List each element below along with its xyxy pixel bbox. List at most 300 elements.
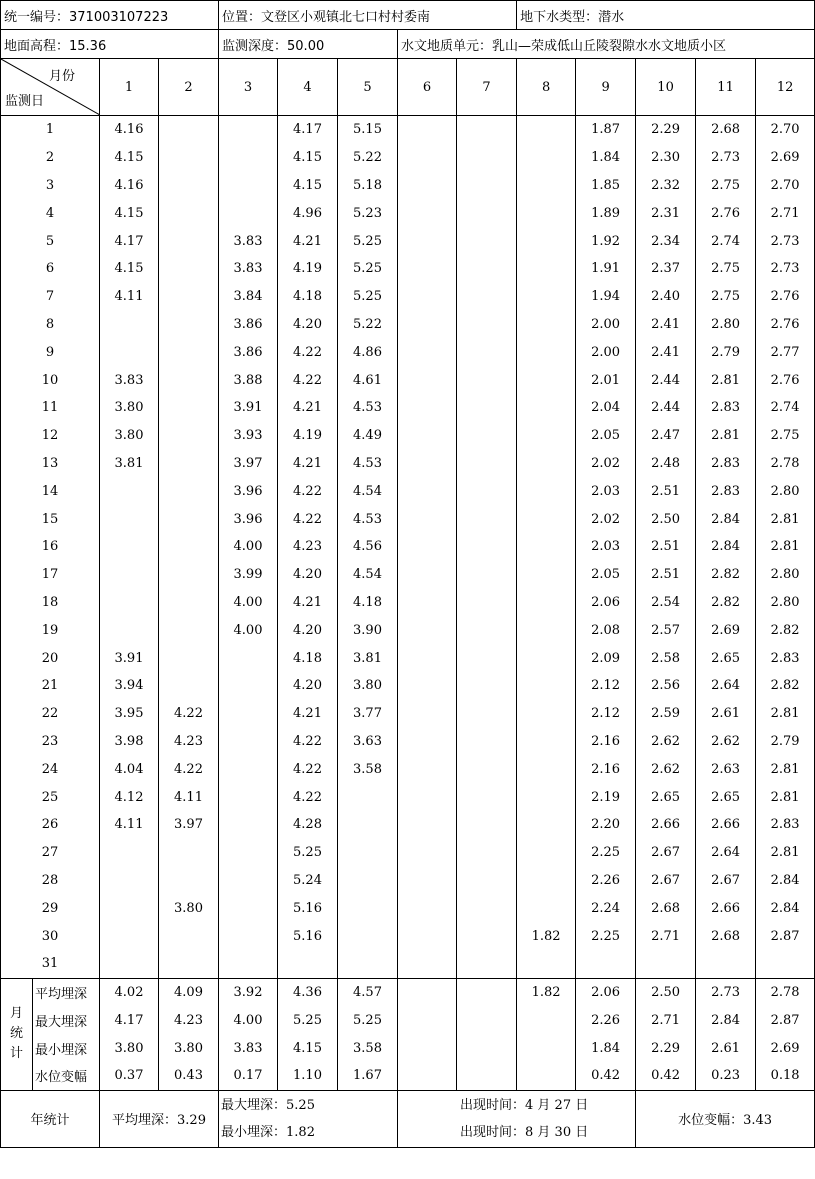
depth-cell — [159, 255, 219, 283]
depth-cell — [398, 644, 457, 672]
depth-cell: 2.76 — [756, 366, 815, 394]
depth-cell — [457, 338, 517, 366]
depth-cell: 5.24 — [278, 867, 338, 895]
table-row — [1, 533, 815, 561]
day-number: 4 — [1, 199, 100, 227]
depth-cell: 2.81 — [756, 505, 815, 533]
depth-cell — [338, 783, 398, 811]
depth-cell: 4.16 — [100, 172, 159, 200]
day-number: 19 — [1, 616, 100, 644]
monthly-stat-cell: 2.71 — [636, 1007, 696, 1035]
depth-cell: 2.76 — [696, 199, 756, 227]
depth-cell: 1.91 — [576, 255, 636, 283]
depth-cell: 1.84 — [576, 144, 636, 172]
depth-cell: 4.22 — [159, 755, 219, 783]
day-label: 监测日 — [5, 94, 45, 109]
depth-cell — [398, 394, 457, 422]
month-header-1: 1 — [100, 59, 159, 116]
depth-cell: 4.15 — [100, 255, 159, 283]
depth-cell: 4.22 — [278, 783, 338, 811]
depth-cell: 2.67 — [696, 867, 756, 895]
depth-cell: 2.80 — [756, 589, 815, 617]
depth-cell: 3.91 — [100, 644, 159, 672]
depth-cell: 2.41 — [636, 311, 696, 339]
depth-cell — [517, 728, 576, 756]
table-row — [1, 255, 815, 283]
depth-cell: 2.83 — [696, 394, 756, 422]
depth-cell — [517, 755, 576, 783]
depth-cell: 4.20 — [278, 561, 338, 589]
monthly-stat-cell — [457, 978, 517, 1006]
depth-cell: 4.53 — [338, 394, 398, 422]
depth-cell: 2.32 — [636, 172, 696, 200]
monthly-stat-cell: 4.15 — [278, 1034, 338, 1062]
depth-cell — [159, 922, 219, 950]
depth-cell: 5.22 — [338, 144, 398, 172]
depth-cell — [457, 561, 517, 589]
depth-cell: 4.61 — [338, 366, 398, 394]
depth-cell — [457, 811, 517, 839]
depth-cell: 2.51 — [636, 477, 696, 505]
depth-cell: 2.66 — [696, 894, 756, 922]
monthly-stat-cell — [517, 1034, 576, 1062]
depth-cell: 2.70 — [756, 116, 815, 144]
depth-cell: 4.15 — [100, 199, 159, 227]
depth-cell — [517, 811, 576, 839]
depth-cell — [159, 839, 219, 867]
day-number: 10 — [1, 366, 100, 394]
depth-cell — [278, 950, 338, 978]
depth-cell: 4.23 — [278, 533, 338, 561]
yearly-avg-depth: 平均埋深：3.29 — [100, 1090, 219, 1147]
depth-cell: 3.95 — [100, 700, 159, 728]
depth-cell — [398, 450, 457, 478]
depth-cell — [159, 394, 219, 422]
monthly-stat-cell: 4.09 — [159, 978, 219, 1006]
monthly-stat-cell: 5.25 — [278, 1007, 338, 1035]
depth-cell — [159, 338, 219, 366]
depth-cell — [517, 589, 576, 617]
day-number: 20 — [1, 644, 100, 672]
month-header-9: 9 — [576, 59, 636, 116]
table-row — [1, 783, 815, 811]
depth-cell: 2.83 — [756, 811, 815, 839]
depth-cell — [100, 839, 159, 867]
depth-cell: 3.90 — [338, 616, 398, 644]
depth-cell: 2.61 — [696, 700, 756, 728]
depth-cell — [398, 811, 457, 839]
depth-cell: 5.18 — [338, 172, 398, 200]
depth-cell — [159, 172, 219, 200]
depth-cell: 2.02 — [576, 450, 636, 478]
depth-cell: 2.40 — [636, 283, 696, 311]
depth-cell — [457, 894, 517, 922]
depth-cell — [219, 755, 278, 783]
depth-cell — [457, 922, 517, 950]
depth-cell: 2.83 — [696, 450, 756, 478]
depth-cell — [219, 644, 278, 672]
depth-cell: 3.63 — [338, 728, 398, 756]
depth-cell — [517, 366, 576, 394]
depth-cell — [517, 561, 576, 589]
depth-cell: 2.24 — [576, 894, 636, 922]
depth-cell: 2.68 — [636, 894, 696, 922]
depth-cell: 2.67 — [636, 839, 696, 867]
day-number: 1 — [1, 116, 100, 144]
yearly-max-min-depth — [219, 1090, 398, 1147]
depth-cell — [159, 311, 219, 339]
depth-cell: 4.11 — [100, 283, 159, 311]
depth-cell: 2.00 — [576, 311, 636, 339]
depth-cell: 3.93 — [219, 422, 278, 450]
table-row — [1, 283, 815, 311]
depth-cell: 2.81 — [756, 839, 815, 867]
table-row — [1, 311, 815, 339]
depth-cell: 5.25 — [338, 283, 398, 311]
depth-cell — [457, 533, 517, 561]
monthly-stat-cell — [457, 1034, 517, 1062]
depth-cell: 2.19 — [576, 783, 636, 811]
hydro-unit: 水文地质单元：乳山—荣成低山丘陵裂隙水水文地质小区 — [398, 30, 815, 59]
table-row — [1, 589, 815, 617]
depth-cell — [517, 422, 576, 450]
depth-cell — [398, 311, 457, 339]
day-number: 29 — [1, 894, 100, 922]
depth-cell — [398, 728, 457, 756]
depth-cell — [576, 950, 636, 978]
monthly-stat-cell: 4.23 — [159, 1007, 219, 1035]
depth-cell: 4.12 — [100, 783, 159, 811]
yearly-label: 年统计 — [1, 1090, 100, 1147]
day-number: 3 — [1, 172, 100, 200]
depth-cell — [219, 950, 278, 978]
depth-cell: 4.54 — [338, 477, 398, 505]
depth-cell: 4.22 — [278, 755, 338, 783]
depth-cell: 2.73 — [756, 227, 815, 255]
depth-cell: 4.18 — [338, 589, 398, 617]
depth-cell — [219, 700, 278, 728]
monthly-stat-cell: 0.42 — [636, 1062, 696, 1090]
depth-cell: 2.84 — [696, 505, 756, 533]
table-row — [1, 199, 815, 227]
depth-cell — [517, 450, 576, 478]
monthly-stat-cell: 0.18 — [756, 1062, 815, 1090]
depth-cell: 2.48 — [636, 450, 696, 478]
table-row — [1, 144, 815, 172]
table-row — [1, 561, 815, 589]
depth-cell: 2.16 — [576, 755, 636, 783]
table-row — [1, 394, 815, 422]
depth-cell: 2.75 — [696, 283, 756, 311]
depth-cell: 3.96 — [219, 477, 278, 505]
depth-cell: 2.79 — [696, 338, 756, 366]
depth-cell — [398, 867, 457, 895]
depth-cell — [159, 505, 219, 533]
depth-cell — [219, 894, 278, 922]
depth-cell: 1.92 — [576, 227, 636, 255]
depth-cell — [159, 477, 219, 505]
monthly-stat-row — [1, 1034, 815, 1062]
monthly-stat-cell: 0.23 — [696, 1062, 756, 1090]
depth-cell — [517, 199, 576, 227]
depth-cell — [398, 172, 457, 200]
depth-cell — [457, 283, 517, 311]
depth-cell — [517, 394, 576, 422]
depth-cell: 2.09 — [576, 644, 636, 672]
depth-cell — [398, 144, 457, 172]
depth-cell — [159, 561, 219, 589]
depth-cell: 3.80 — [100, 422, 159, 450]
depth-cell: 2.63 — [696, 755, 756, 783]
depth-cell: 4.00 — [219, 616, 278, 644]
depth-cell — [398, 505, 457, 533]
depth-cell: 4.17 — [278, 116, 338, 144]
monthly-stat-cell: 3.92 — [219, 978, 278, 1006]
depth-cell: 2.25 — [576, 839, 636, 867]
depth-cell: 2.16 — [576, 728, 636, 756]
depth-cell: 4.56 — [338, 533, 398, 561]
month-header-7: 7 — [457, 59, 517, 116]
depth-cell — [219, 783, 278, 811]
depth-cell: 2.01 — [576, 366, 636, 394]
depth-cell — [398, 366, 457, 394]
depth-cell: 5.25 — [338, 255, 398, 283]
depth-cell: 2.80 — [756, 477, 815, 505]
depth-cell: 2.83 — [696, 477, 756, 505]
depth-cell: 2.50 — [636, 505, 696, 533]
month-header-row — [1, 59, 815, 116]
depth-cell: 2.84 — [696, 533, 756, 561]
depth-cell: 5.15 — [338, 116, 398, 144]
monthly-stat-cell — [517, 1007, 576, 1035]
monthly-stat-cell — [457, 1007, 517, 1035]
depth-cell: 2.54 — [636, 589, 696, 617]
depth-cell: 4.86 — [338, 338, 398, 366]
location: 位置：文登区小观镇北七口村村委南 — [219, 1, 517, 30]
monthly-stat-row — [1, 1007, 815, 1035]
depth-cell: 2.65 — [636, 783, 696, 811]
depth-cell — [398, 422, 457, 450]
day-number: 15 — [1, 505, 100, 533]
depth-cell: 4.11 — [100, 811, 159, 839]
depth-cell: 4.21 — [278, 394, 338, 422]
depth-cell: 2.80 — [696, 311, 756, 339]
depth-cell — [457, 505, 517, 533]
depth-cell — [159, 227, 219, 255]
depth-cell — [517, 894, 576, 922]
depth-cell: 2.57 — [636, 616, 696, 644]
depth-cell: 2.03 — [576, 477, 636, 505]
depth-cell: 4.49 — [338, 422, 398, 450]
depth-cell: 2.81 — [756, 700, 815, 728]
month-header-6: 6 — [398, 59, 457, 116]
depth-cell: 4.17 — [100, 227, 159, 255]
depth-cell — [517, 672, 576, 700]
depth-cell — [338, 811, 398, 839]
depth-cell: 2.44 — [636, 394, 696, 422]
depth-cell — [219, 116, 278, 144]
depth-cell — [457, 755, 517, 783]
depth-cell: 2.20 — [576, 811, 636, 839]
month-header-11: 11 — [696, 59, 756, 116]
depth-cell: 2.81 — [696, 366, 756, 394]
depth-cell — [457, 477, 517, 505]
depth-cell: 3.83 — [100, 366, 159, 394]
day-number: 28 — [1, 867, 100, 895]
depth-cell — [398, 672, 457, 700]
min-time: 出现时间：8 月 30 日 — [460, 1124, 589, 1140]
monthly-stat-label: 平均埋深 — [33, 978, 100, 1006]
depth-cell: 4.19 — [278, 422, 338, 450]
depth-cell — [398, 227, 457, 255]
table-row — [1, 700, 815, 728]
depth-cell: 4.23 — [159, 728, 219, 756]
table-row — [1, 477, 815, 505]
depth-cell — [219, 922, 278, 950]
depth-cell — [517, 505, 576, 533]
depth-cell: 4.28 — [278, 811, 338, 839]
depth-cell — [338, 950, 398, 978]
depth-cell: 2.64 — [696, 839, 756, 867]
depth-cell: 3.97 — [159, 811, 219, 839]
depth-cell — [517, 700, 576, 728]
depth-cell: 2.62 — [636, 755, 696, 783]
depth-cell: 4.21 — [278, 589, 338, 617]
table-row — [1, 644, 815, 672]
day-number: 6 — [1, 255, 100, 283]
depth-cell: 5.16 — [278, 922, 338, 950]
depth-cell: 2.44 — [636, 366, 696, 394]
monitor-depth: 监测深度：50.00 — [219, 30, 398, 59]
depth-cell — [517, 783, 576, 811]
depth-cell: 1.89 — [576, 199, 636, 227]
depth-cell: 3.94 — [100, 672, 159, 700]
day-number: 11 — [1, 394, 100, 422]
depth-cell: 1.87 — [576, 116, 636, 144]
depth-cell: 2.80 — [756, 561, 815, 589]
depth-cell — [457, 728, 517, 756]
depth-cell — [159, 644, 219, 672]
day-number: 30 — [1, 922, 100, 950]
depth-cell — [517, 338, 576, 366]
depth-cell — [219, 172, 278, 200]
depth-cell — [219, 199, 278, 227]
depth-cell: 4.00 — [219, 589, 278, 617]
day-number: 2 — [1, 144, 100, 172]
depth-cell — [338, 867, 398, 895]
depth-cell — [100, 561, 159, 589]
depth-cell: 4.53 — [338, 505, 398, 533]
depth-cell: 2.37 — [636, 255, 696, 283]
depth-cell — [398, 561, 457, 589]
depth-cell: 4.22 — [278, 338, 338, 366]
day-number: 18 — [1, 589, 100, 617]
depth-cell: 3.81 — [338, 644, 398, 672]
depth-cell: 3.77 — [338, 700, 398, 728]
depth-cell: 4.15 — [278, 172, 338, 200]
depth-cell: 2.66 — [636, 811, 696, 839]
depth-cell: 3.98 — [100, 728, 159, 756]
depth-cell: 4.04 — [100, 755, 159, 783]
monthly-stat-cell: 0.43 — [159, 1062, 219, 1090]
depth-cell — [517, 533, 576, 561]
depth-cell — [100, 589, 159, 617]
depth-cell: 4.22 — [278, 477, 338, 505]
monthly-stat-cell: 2.61 — [696, 1034, 756, 1062]
depth-cell: 2.31 — [636, 199, 696, 227]
depth-cell — [398, 839, 457, 867]
depth-cell: 2.26 — [576, 867, 636, 895]
depth-cell: 3.84 — [219, 283, 278, 311]
depth-cell: 2.29 — [636, 116, 696, 144]
depth-cell: 4.21 — [278, 227, 338, 255]
depth-cell — [159, 589, 219, 617]
table-row — [1, 672, 815, 700]
day-number: 5 — [1, 227, 100, 255]
depth-cell: 4.53 — [338, 450, 398, 478]
depth-cell: 2.75 — [696, 172, 756, 200]
depth-cell — [398, 950, 457, 978]
depth-cell: 2.83 — [756, 644, 815, 672]
max-depth: 最大埋深：5.25 — [221, 1097, 315, 1113]
monthly-stat-cell: 4.36 — [278, 978, 338, 1006]
depth-cell: 2.76 — [756, 311, 815, 339]
day-number: 26 — [1, 811, 100, 839]
monthly-stat-label: 最大埋深 — [33, 1007, 100, 1035]
ground-elevation: 地面高程：15.36 — [1, 30, 219, 59]
depth-cell: 2.05 — [576, 422, 636, 450]
depth-cell — [398, 338, 457, 366]
max-time: 出现时间：4 月 27 日 — [460, 1097, 589, 1113]
depth-cell — [457, 144, 517, 172]
depth-cell: 4.96 — [278, 199, 338, 227]
yearly-occurrence-time — [398, 1090, 636, 1147]
depth-cell: 2.02 — [576, 505, 636, 533]
monthly-stat-cell: 2.84 — [696, 1007, 756, 1035]
depth-cell — [457, 672, 517, 700]
depth-cell — [398, 700, 457, 728]
day-number: 27 — [1, 839, 100, 867]
depth-cell: 2.03 — [576, 533, 636, 561]
depth-cell — [457, 589, 517, 617]
depth-cell: 2.75 — [696, 255, 756, 283]
depth-cell — [457, 783, 517, 811]
table-row — [1, 172, 815, 200]
depth-cell: 2.73 — [756, 255, 815, 283]
depth-cell — [457, 867, 517, 895]
month-header-10: 10 — [636, 59, 696, 116]
monthly-stat-cell — [517, 1062, 576, 1090]
monthly-stat-label: 水位变幅 — [33, 1062, 100, 1090]
min-depth: 最小埋深：1.82 — [221, 1124, 315, 1140]
depth-cell — [457, 116, 517, 144]
depth-cell: 3.80 — [159, 894, 219, 922]
depth-cell: 2.58 — [636, 644, 696, 672]
depth-cell — [517, 950, 576, 978]
monthly-stat-cell: 2.87 — [756, 1007, 815, 1035]
monthly-stat-row — [1, 1062, 815, 1090]
depth-cell: 4.11 — [159, 783, 219, 811]
depth-cell — [159, 144, 219, 172]
day-number: 25 — [1, 783, 100, 811]
depth-cell: 4.22 — [159, 700, 219, 728]
month-header-12: 12 — [756, 59, 815, 116]
depth-cell — [398, 116, 457, 144]
monthly-stat-cell: 4.00 — [219, 1007, 278, 1035]
monthly-stat-cell: 2.78 — [756, 978, 815, 1006]
depth-cell — [517, 644, 576, 672]
depth-cell: 3.81 — [100, 450, 159, 478]
